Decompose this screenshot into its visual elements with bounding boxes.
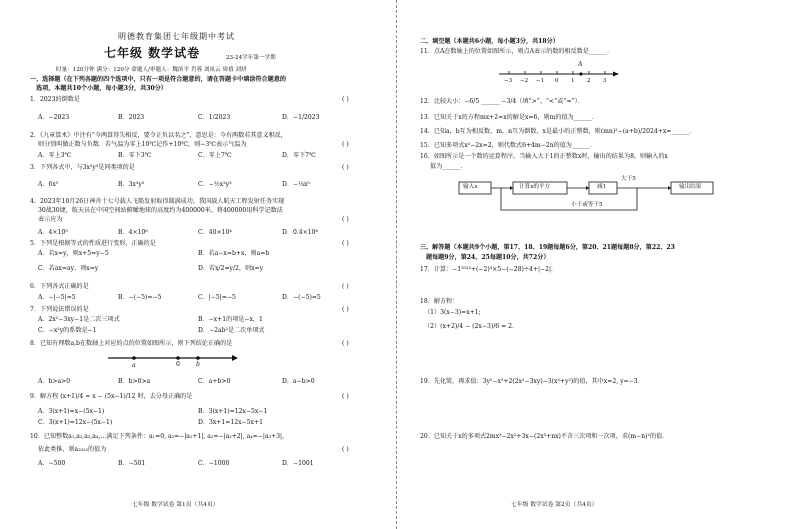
- question-12: 12．比较大小：−6/5 ______ −3/4（填“>”、“<”或“=”）．: [420, 98, 584, 105]
- point-label-zero: 0: [176, 361, 180, 368]
- point-label-a: a: [132, 362, 136, 369]
- option: D．0.4×10⁶: [282, 229, 318, 236]
- section1-heading: 一、选择题（在下列各题的四个选项中，只有一项是符合题意的，请在答题卡中填涂符合题意的: [30, 76, 286, 83]
- option: C．−x²y的系数是−1: [38, 327, 97, 334]
- arrowhead: [586, 186, 589, 190]
- arrowhead: [668, 186, 671, 190]
- page-divider: [396, 0, 397, 529]
- option: C．40×10⁴: [198, 229, 232, 236]
- question-18-part2: （2）(x+2)/4 − (2x−3)/6 = 2．: [424, 323, 519, 330]
- tick-label: 0: [555, 78, 559, 84]
- option: D．零下7℃: [282, 152, 316, 159]
- question-2-cont: 则分别叫做正数与负数．若气温为零上10℃记作+10℃，则−3℃表示气温为: [38, 141, 247, 148]
- tick-label: −3: [504, 78, 513, 84]
- option: A．若x=y，则x+5=y−5: [38, 250, 109, 257]
- option: B．3x³y²: [118, 181, 145, 188]
- option: B．b>0>a: [118, 378, 151, 385]
- question-9: 9．解方程 (x+1)/4 = x − (5x−1)/12 时，去分母正确的是: [30, 393, 193, 400]
- answer-paren: ( ): [342, 306, 349, 313]
- section1-subheading: 选项，本题共10个小题，每小题3分，共30分）: [36, 85, 167, 92]
- question-7: 7．下列说法错误的是: [30, 306, 89, 313]
- question-10: 10．已知整数a₁,a₂,a₃,a₄,…满足下列条件：a₁=0, a₂=−|a₁+1|, a₃=−|a₂+2|, a₄=−|a₃+3|,: [30, 433, 285, 440]
- question-16-cont: 值为______．: [430, 163, 467, 170]
- option: C．|−5|=−5: [198, 294, 236, 301]
- question-4: 4．2023年10月26日神舟十七号载人飞船发射取得圆满成功，我国载人航天工程发射任务实现: [30, 198, 285, 205]
- option: A．4×10⁵: [38, 229, 68, 236]
- question-17: 17．计算：−1²⁰²³+(−2)³×5−(−28)÷4+|−2|．: [420, 266, 558, 273]
- question-18-part1: （1）3(x−3)=x+1;: [424, 309, 481, 316]
- answer-paren: ( ): [342, 96, 349, 103]
- option: B．−501: [118, 460, 146, 467]
- option: B．−(−5)=−5: [118, 294, 162, 301]
- question-11: 11．点A在数轴上的位置如图所示，则点A表示的数的相反数是______．: [420, 48, 614, 55]
- flowchart: [457, 176, 757, 222]
- question-14: 14．已知a，b互为相反数，m，n互为倒数，x是最小的正整数，则(mn)²−(a+b)/2024+x=______．: [420, 128, 696, 135]
- school-title: 明德教育集团七年级期中考试: [118, 32, 235, 41]
- option: D．−¼x⁵: [282, 181, 310, 188]
- option: B．2023: [118, 114, 145, 121]
- answer-paren: ( ): [342, 164, 349, 171]
- question-2: 2．《九章算术》中注有“今两算得失相反，要令正负以名之”，意思是：今有两数若其意义相反，: [30, 132, 287, 139]
- option: A．b>a>0: [38, 378, 71, 385]
- exam-page-2: [399, 0, 794, 529]
- answer-paren: ( ): [342, 216, 349, 223]
- option: C．零上7℃: [198, 152, 232, 159]
- option: A．−500: [38, 460, 66, 467]
- option: A．2x²−3xy−1是二次三项式: [38, 316, 120, 323]
- option: C．a+b>0: [198, 378, 231, 385]
- option: D．−2ab²是二次单项式: [198, 327, 265, 334]
- question-4-cont: 表示应为: [38, 216, 63, 223]
- question-4-cont: 30战30捷，航天员在中国空间站俯瞰地球的高度约为400000米，将400000用科学记数法: [38, 207, 283, 214]
- tick-label: 2: [587, 78, 591, 84]
- question-20: 20．已知关于x的多项式2mx³−2x²+3x−(2x³+nx)不含三次项和一次项，求(m−n)²的值．: [420, 433, 669, 440]
- number-line-q8: [108, 350, 238, 374]
- question-6: 6．下列各式正确的是: [30, 283, 89, 290]
- number-line-q11: [499, 68, 619, 82]
- page-footer: 七年级 数学试卷 第1页（共4页）: [132, 502, 219, 508]
- question-19: 19．先化简，再求值：3y²−x²+2(2x²−3xy)−3(x²+y²)的值，其中x=2, y=−3．: [420, 378, 644, 385]
- flow-gt-label: 大于5: [621, 176, 636, 182]
- option: B．3(x+1)=12x−5x−1: [198, 408, 268, 415]
- option: C．3(x+1)=12x−(5x−1): [38, 419, 113, 426]
- grade-title: 七年级 数学试卷: [104, 46, 201, 60]
- section2-heading: 二、填空题（本题共6小题，每小题3分，共18分）: [420, 38, 559, 45]
- axis-arrow: [613, 72, 619, 77]
- answer-paren: ( ): [342, 446, 349, 453]
- option: D．若x/2=y/2，则x=y: [198, 265, 264, 272]
- option: A．−2023: [38, 114, 70, 121]
- answer-paren: ( ): [342, 283, 349, 290]
- answer-paren: ( ): [342, 393, 349, 400]
- question-16: 16．如图所示是一个数的运算程序，当输入大于1的正整数x时，输出的结果为8，则输入的x: [420, 153, 668, 160]
- arrowhead: [510, 186, 513, 190]
- option: D．−1001: [282, 460, 314, 467]
- option: C．若ax=ay，则x=y: [38, 265, 99, 272]
- question-15: 15．已知多项式x²−2x=2，则代数式6+4m−2n的值为______．: [420, 142, 597, 149]
- question-1: 1．2023的倒数是: [30, 96, 80, 103]
- question-3: 3．下列各式中，与3x²y³是同类项的是: [30, 164, 135, 171]
- tick-label: −1: [536, 78, 545, 84]
- page-footer: 七年级 数学试卷 第2页（共4页）: [511, 502, 598, 508]
- question-10-cont: 依此类推，则a₂₀₂₃的值为: [38, 446, 107, 453]
- flow-le-label: 小于或等于5: [571, 202, 603, 208]
- option: A．零上3℃: [38, 152, 72, 159]
- question-5: 5．下列是根据等式的性质进行变形，正确的是: [30, 240, 156, 247]
- flow-calc-label: 计算x的平方: [519, 184, 551, 190]
- tick-label: 1: [571, 78, 575, 84]
- answer-paren: ( ): [342, 240, 349, 247]
- point-A: [579, 72, 582, 75]
- option: A．−|−5|=5: [38, 294, 76, 301]
- question-18: 18．解方程：: [420, 298, 459, 305]
- flow-input-label: 输入x: [463, 184, 478, 190]
- option: A．6x⁵: [38, 181, 59, 188]
- exam-meta: 时量：120分钟 满分：120分 命题人/审题人：魏滨平 肖蓉 刘凤云 周禧 刘妍: [56, 67, 247, 73]
- term-label: 23-24学年第一学期: [226, 55, 276, 61]
- section3-heading: 三、解答题（本题共9个小题，第17、18、19题每题6分，第20、21题每题8分，第22、23: [420, 244, 675, 251]
- question-8: 8．已知有理数a,b在数轴上对应的点的位置如图所示，则下列结论正确的是: [30, 340, 233, 347]
- option: D．−(−5)=5: [282, 294, 321, 301]
- option: B．零下3℃: [118, 152, 152, 159]
- answer-paren: ( ): [342, 141, 349, 148]
- option: B．−x+1的项是−x，1: [198, 316, 263, 323]
- option: C．−½x²y³: [198, 181, 232, 188]
- option: C．1/2023: [198, 114, 231, 121]
- point-label-b: b: [196, 361, 200, 368]
- option: C．−1000: [198, 460, 230, 467]
- point-b: [196, 356, 200, 360]
- point-label-A: A: [578, 61, 583, 68]
- axis-arrow: [232, 355, 238, 361]
- point-zero: [176, 356, 180, 360]
- option: B．若a−x=b+x，则a=b: [198, 250, 270, 257]
- option: D．3x+1=12x−5x+1: [198, 419, 263, 426]
- flow-output-label: 输出结果: [679, 184, 702, 190]
- section3-subheading: 题每题9分，第24、25每题10分，共72分）: [426, 254, 550, 261]
- flow-sub-label: 减1: [597, 184, 607, 190]
- option: B．4×10⁶: [118, 229, 148, 236]
- tick-label: 3: [603, 78, 607, 84]
- option: A．3(x+1)=x−(5x−1): [38, 408, 105, 415]
- question-13: 13．已知关于x的方程mx+2=x的解是x=6，则m的值为______．: [420, 114, 599, 121]
- tick-label: −2: [520, 78, 529, 84]
- option: D．a−b>0: [282, 378, 315, 385]
- answer-paren: ( ): [342, 340, 349, 347]
- exam-page-1: [0, 0, 395, 529]
- point-a: [132, 356, 136, 360]
- option: D．−1/2023: [282, 114, 320, 121]
